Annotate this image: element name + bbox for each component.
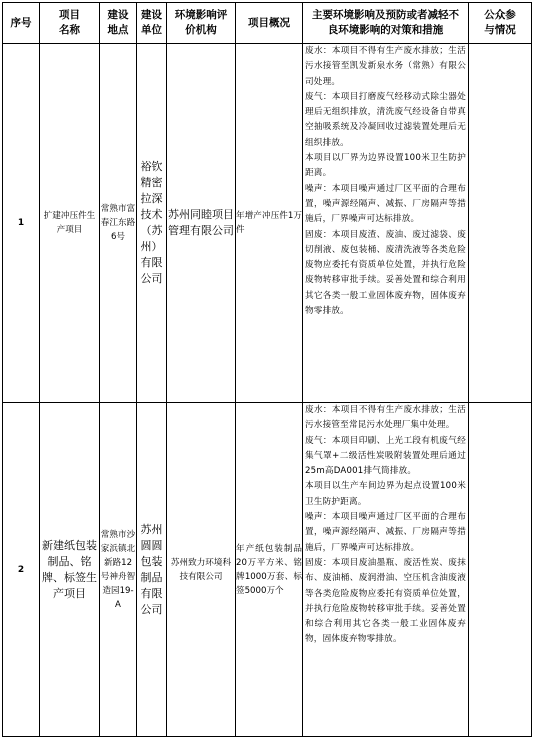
row-unit: 裕钦精密拉深技术（苏州）有限公司 — [137, 44, 167, 403]
table-row — [3, 403, 532, 737]
measure-solid-waste: 固废：本项目废渣、废油、废过滤袋、废切削液、废包装桶、废清洗液等各类危险废物应委托有资质单位处置，并执行危险废物转移审批手续。妥善处置和综合利用其它各类一般工业固体废弃物，固体废弃物零排放。 — [305, 229, 466, 317]
row-overview: 年产纸包装制品20万平方米、铭牌1000万套、标签5000万个 — [236, 403, 303, 737]
row-project-name: 新建纸包装制品、铭牌、标签生产项目 — [40, 403, 100, 737]
measure-noise: 噪声：本项目噪声通过厂区平面的合理布置，噪声源经隔声、减振、厂房隔声等措施后，厂界噪声可达标排放。 — [305, 512, 466, 553]
measure-protection-distance: 本项目以生产车间边界为起点设置100米卫生防护距离。 — [305, 481, 466, 507]
row-measures — [303, 44, 469, 403]
row-public — [469, 403, 532, 737]
header-unit: 建设 单位 — [137, 3, 167, 44]
row-location: 常熟市富春江东路6号 — [100, 44, 137, 403]
measure-noise: 噪声：本项目噪声通过厂区平面的合理布置，噪声源经隔声、减振、厂房隔声等措施后，厂界噪声可达标排放。 — [305, 183, 466, 225]
row-eia-org: 苏州同睦项目管理有限公司 — [167, 44, 236, 403]
row-unit: 苏州圆圆包装制品有限公司 — [137, 403, 167, 737]
header-project-name: 项目 名称 — [40, 3, 100, 44]
row-seq: 1 — [3, 44, 40, 403]
measure-protection-distance: 本项目以厂界为边界设置100米卫生防护距离。 — [305, 153, 466, 179]
row-public — [469, 44, 532, 403]
header-seq: 序号 — [3, 3, 40, 44]
header-overview: 项目概况 — [236, 3, 303, 44]
row-location: 常熟市沙家浜镇北新路12号神舟智造园19-A — [100, 403, 137, 737]
measure-waste-gas: 废气：本项目印刷、上光工段有机废气经集气罩+二级活性炭吸附装置处理后通过25m高DA001排气筒排放。 — [305, 435, 466, 477]
header-location: 建设 地点 — [100, 3, 137, 44]
measure-waste-gas: 废气：本项目打磨废气经移动式除尘器处理后无组织排放，清洗废气经设备自带真空抽吸系统及冷凝回收过滤装置处理后无组织排放。 — [305, 91, 466, 148]
header-public: 公众参 与情况 — [469, 3, 532, 44]
eia-project-table — [2, 2, 532, 737]
header-measures: 主要环境影响及预防或者减轻不 良环境影响的对策和措施 — [303, 3, 469, 44]
header-eia-org: 环境影响评 价机构 — [167, 3, 236, 44]
measure-solid-waste: 固废：本项目废油墨瓶、废活性炭、废抹布、废油桶、废润滑油、空压机含油废液等各类危险废物应委托有资质单位处置，并执行危险废物转移审批手续。妥善处置和综合利用其它各类一般工业固体废弃物，固体废弃物零排放。 — [305, 557, 466, 645]
table-row — [3, 44, 532, 403]
row-measures — [303, 403, 469, 737]
row-overview: 年增产冲压件1万件 — [236, 44, 303, 403]
measure-wastewater: 废水：本项目不得有生产废水排放；生活污水接管至凯发新泉水务（常熟）有限公司处理。 — [305, 46, 466, 87]
header-row — [3, 3, 532, 44]
row-seq: 2 — [3, 403, 40, 737]
measure-wastewater: 废水：本项目不得有生产废水排放；生活污水接管至常昆污水处理厂集中处理。 — [305, 405, 466, 431]
row-eia-org: 苏州致力环境科技有限公司 — [167, 403, 236, 737]
row-project-name: 扩建冲压件生产项目 — [40, 44, 100, 403]
